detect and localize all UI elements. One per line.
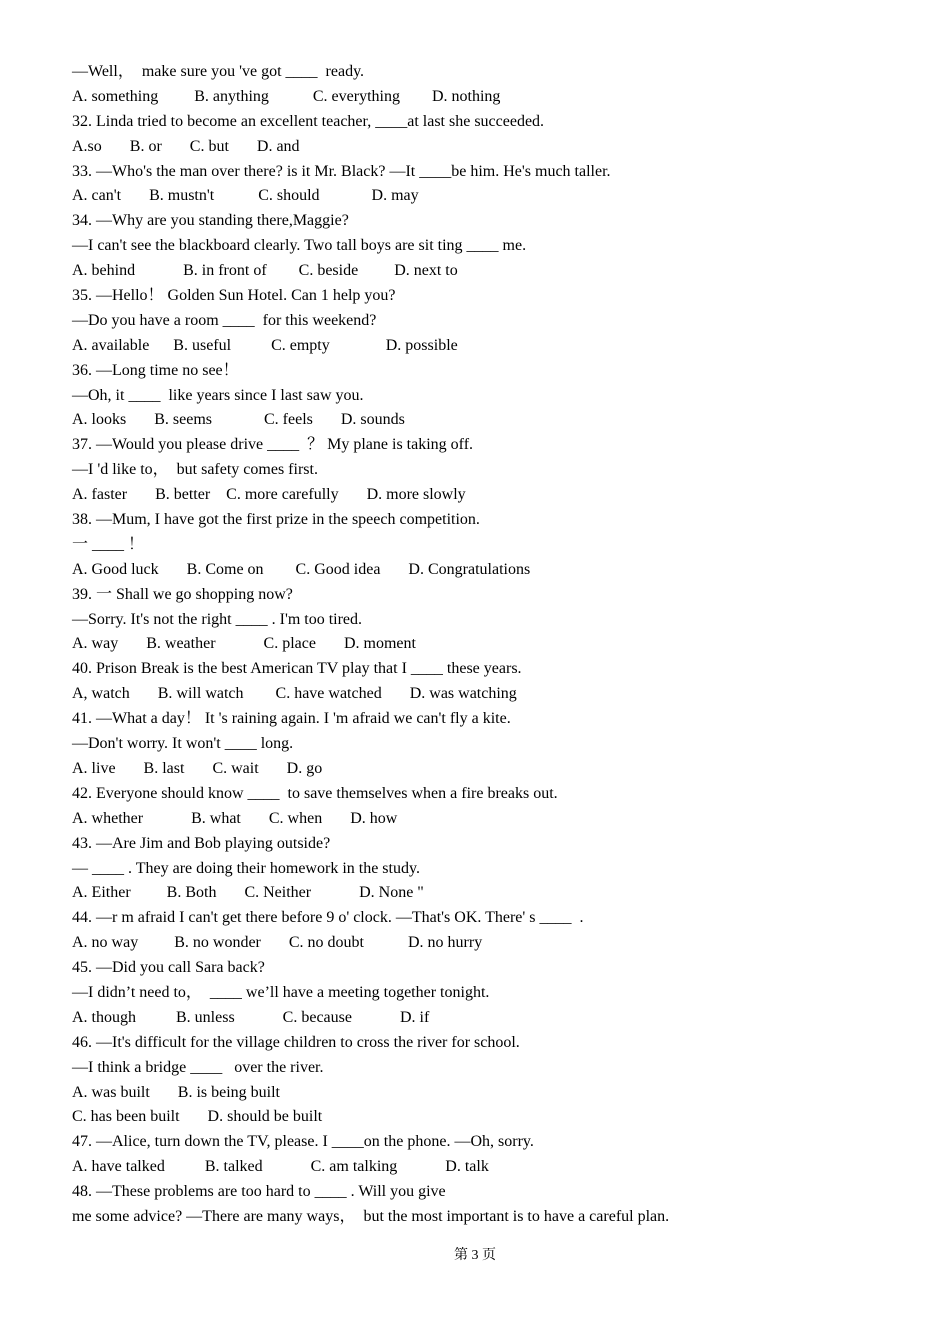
text-line: A. no way B. no wonder C. no doubt D. no hurry: [72, 934, 483, 952]
text-line: 48. —These problems are too hard to ____ . Will you give: [72, 1183, 446, 1201]
text-line: —Don't worry. It won't ____ long.: [72, 735, 294, 753]
text-line: —Well， make sure you 've got ____ ready.: [72, 63, 365, 80]
text-line: 40. Prison Break is the best American TV play that I ____ these years.: [72, 660, 522, 678]
text-line: —I didn’t need to， ____ we’ll have a meeting together tonight.: [72, 983, 490, 1001]
text-line: A. Good luck B. Come on C. Good idea D. Congratulations: [72, 560, 531, 578]
text-line: 35. —Hello！ Golden Sun Hotel. Can 1 help you?: [72, 287, 396, 305]
text-line: 47. —Alice, turn down the TV, please. I ____on the phone. —Oh, sorry.: [72, 1133, 534, 1151]
text-line: A. faster B. better C. more carefully D. more slowly: [72, 486, 466, 504]
text-line: A. available B. useful C. empty D. possible: [72, 336, 458, 354]
text-line: A. looks B. seems C. feels D. sounds: [72, 411, 405, 429]
text-line: —Oh, it ____ like years since I last saw you.: [72, 386, 364, 404]
text-line: 44. —r m afraid I can't get there before 9 o' clock. —That's OK. There' s ____ .: [72, 909, 584, 927]
text-line: 41. —What a day！ It 's raining again. I 'm afraid we can't fly a kite.: [72, 710, 511, 728]
text-line: 36. —Long time no see！: [72, 361, 239, 379]
text-line: 46. —It's difficult for the village children to cross the river for school.: [72, 1033, 520, 1051]
text-line: — ____ . They are doing their homework in the study.: [72, 859, 420, 877]
text-line: 37. —Would you please drive ____ ？ My plane is taking off.: [72, 436, 474, 454]
text-line: 39. 一 Shall we go shopping now?: [72, 585, 293, 603]
text-line: A. way B. weather C. place D. moment: [72, 635, 416, 653]
text-line: 一 ____ ！: [72, 535, 145, 553]
question-text-block: [72, 60, 892, 1230]
text-line: 43. —Are Jim and Bob playing outside?: [72, 834, 331, 852]
text-line: A. Either B. Both C. Neither D. None ": [72, 884, 424, 902]
text-line: —Do you have a room ____ for this weekend?: [72, 311, 377, 329]
text-line: 42. Everyone should know ____ to save themselves when a fire breaks out.: [72, 784, 558, 802]
text-line: 38. —Mum, I have got the first prize in the speech competition.: [72, 511, 480, 529]
text-line: —I 'd like to， but safety comes first.: [72, 461, 318, 479]
text-line: A, watch B. will watch C. have watched D. was watching: [72, 685, 517, 703]
text-line: 32. Linda tried to become an excellent teacher, ____at last she succeeded.: [72, 112, 545, 130]
text-line: me some advice? —There are many ways， but the most important is to have a careful plan.: [72, 1207, 670, 1225]
page-number: 第 3 页: [454, 1248, 496, 1263]
text-line: 45. —Did you call Sara back?: [72, 959, 265, 977]
text-line: —I can't see the blackboard clearly. Two tall boys are sit ting ____ me.: [72, 237, 527, 255]
text-line: A. whether B. what C. when D. how: [72, 809, 398, 827]
text-line: —Sorry. It's not the right ____ . I'm too tired.: [72, 610, 363, 628]
text-line: C. has been built D. should be built: [72, 1108, 323, 1126]
text-line: —I think a bridge ____ over the river.: [72, 1058, 324, 1076]
text-line: A. have talked B. talked C. am talking D. talk: [72, 1158, 489, 1176]
text-line: A. though B. unless C. because D. if: [72, 1008, 430, 1026]
text-line: A. was built B. is being built: [72, 1083, 280, 1101]
text-line: A. live B. last C. wait D. go: [72, 759, 323, 777]
text-line: A. something B. anything C. everything D. nothing: [72, 87, 501, 105]
text-line: A. behind B. in front of C. beside D. next to: [72, 262, 458, 280]
text-line: A.so B. or C. but D. and: [72, 137, 300, 155]
text-line: 33. —Who's the man over there? is it Mr. Black? —It ____be him. He's much taller.: [72, 162, 611, 180]
text-line: A. can't B. mustn't C. should D. may: [72, 187, 419, 205]
text-line: 34. —Why are you standing there,Maggie?: [72, 212, 349, 230]
